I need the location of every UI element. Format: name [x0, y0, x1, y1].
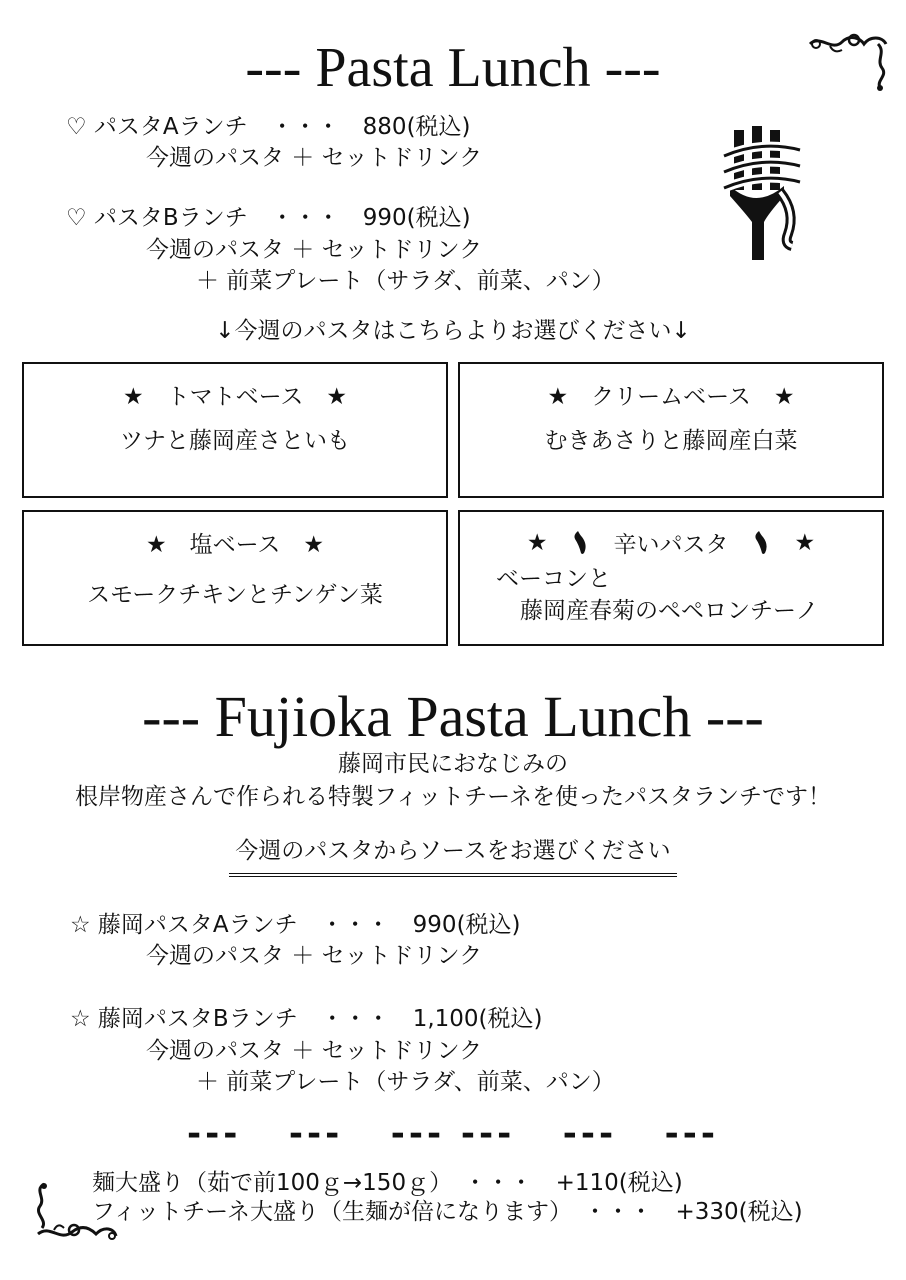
salt-base-dish: スモークチキンとチンゲン菜	[87, 582, 383, 608]
cream-base-heading: ★ クリームベース ★	[547, 384, 795, 410]
fujioka-b-lunch-detail-1: 今週のパスタ ＋ セットドリンク	[146, 1038, 483, 1064]
choose-sauce-heading	[0, 832, 906, 877]
flourish-ornament-bottom-left-icon	[30, 1180, 120, 1244]
section-divider: --- --- --- --- --- ---	[187, 1114, 719, 1154]
cream-base-dish: むきあさりと藤岡産白菜	[544, 428, 798, 454]
tomato-base-box	[22, 362, 448, 498]
fujioka-a-lunch-detail: 今週のパスタ ＋ セットドリンク	[146, 943, 483, 969]
pasta-a-lunch-detail: 今週のパスタ ＋ セットドリンク	[146, 145, 483, 171]
fujioka-intro-1: 藤岡市民におなじみの	[338, 751, 568, 777]
fujioka-a-lunch-name: ☆ 藤岡パスタAランチ ・・・ 990(税込)	[70, 912, 521, 938]
pasta-a-lunch-name: ♡ パスタAランチ ・・・ 880(税込)	[66, 114, 471, 140]
fettuccine-large-extra: フィットチーネ大盛り（生麺が倍になります） ・・・ +330(税込)	[92, 1199, 803, 1225]
choose-sauce-label: 今週のパスタからソースをお選びください	[229, 832, 676, 877]
fujioka-pasta-lunch-title: --- Fujioka Pasta Lunch ---	[142, 684, 764, 749]
noodle-large-extra: 麺大盛り（茹で前100ｇ→150ｇ） ・・・ +110(税込)	[92, 1170, 683, 1196]
fork-pasta-icon	[722, 126, 808, 262]
salt-base-heading: ★ 塩ベース ★	[145, 532, 325, 558]
fujioka-intro-2: 根岸物産さんで作られる特製フィットチーネを使ったパスタランチです！	[74, 784, 831, 810]
chili-pepper-icon	[572, 529, 590, 557]
salt-base-box	[22, 510, 448, 646]
spicy-pasta-label: 辛いパスタ	[613, 532, 729, 558]
spicy-pasta-dish-1: ベーコンと	[496, 566, 611, 592]
spicy-star-right: ★	[794, 529, 816, 556]
fujioka-b-lunch-detail-2: ＋ 前菜プレート（サラダ、前菜、パン）	[196, 1069, 615, 1095]
fujioka-b-lunch-name: ☆ 藤岡パスタBランチ ・・・ 1,100(税込)	[70, 1006, 543, 1032]
spicy-star-left: ★	[526, 529, 548, 556]
spicy-pasta-heading	[460, 526, 882, 559]
cream-base-box	[458, 362, 884, 498]
select-pasta-note: ↓今週のパスタはこちらよりお選びください↓	[215, 318, 691, 344]
spicy-pasta-dish-2: 藤岡産春菊のペペロンチーノ	[520, 598, 819, 624]
pasta-b-lunch-detail-1: 今週のパスタ ＋ セットドリンク	[146, 237, 483, 263]
tomato-base-dish: ツナと藤岡産さといも	[120, 428, 350, 454]
tomato-base-heading: ★ トマトベース ★	[122, 384, 348, 410]
pasta-b-lunch-detail-2: ＋ 前菜プレート（サラダ、前菜、パン）	[196, 268, 615, 294]
chili-pepper-icon	[753, 529, 771, 557]
spicy-pasta-box	[458, 510, 884, 646]
pasta-lunch-title: --- Pasta Lunch ---	[245, 37, 661, 99]
pasta-b-lunch-name: ♡ パスタBランチ ・・・ 990(税込)	[66, 205, 471, 231]
